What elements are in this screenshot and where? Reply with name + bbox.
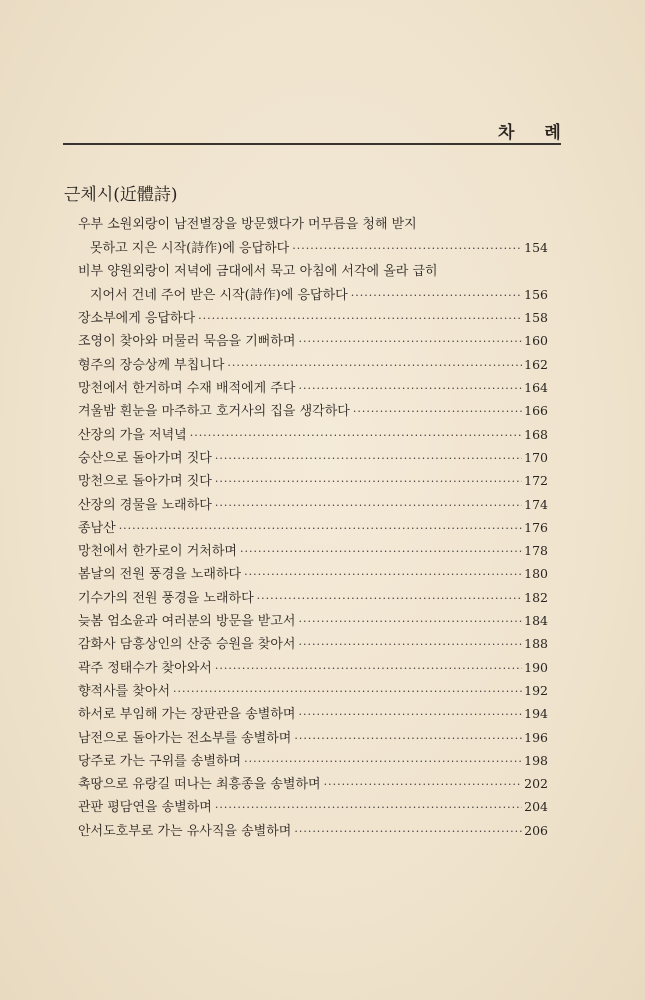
toc-entry: [78, 423, 548, 446]
toc-page-number: 156: [524, 286, 548, 302]
toc-entry-continuation: [78, 283, 548, 306]
dot-leader: [294, 820, 522, 843]
toc-entry-title: 촉땅으로 유랑길 떠나는 최흥종을 송별하며: [78, 777, 321, 793]
dot-leader: [215, 494, 522, 517]
toc-page-number: 168: [524, 426, 548, 442]
dot-leader: [215, 470, 522, 493]
toc-page-number: 158: [524, 310, 548, 326]
toc-entry: [78, 539, 548, 562]
toc-page-number: 188: [524, 636, 548, 652]
dot-leader: [215, 657, 522, 680]
toc-page-number: 196: [524, 729, 548, 745]
toc-entry-title: 곽주 정태수가 찾아와서: [78, 660, 212, 676]
toc-page-number: 162: [524, 356, 548, 372]
dot-leader: [244, 750, 522, 773]
toc-page-number: 164: [524, 380, 548, 396]
toc-entry-title: 비부 양원외랑이 저녁에 금대에서 묵고 아침에 서각에 올라 급히: [78, 263, 438, 279]
toc-entry-title: 당주로 가는 구위를 송별하며: [78, 753, 242, 769]
dot-leader: [244, 563, 522, 586]
toc-entry: [78, 376, 548, 399]
toc-entry: [78, 819, 548, 842]
toc-entry-title: 늦봄 엄소윤과 여러분의 방문을 받고서: [78, 614, 296, 630]
toc-entry-title: 종남산: [78, 520, 116, 536]
dot-leader: [190, 424, 522, 447]
toc-entry: [78, 772, 548, 795]
dot-leader: [173, 680, 522, 703]
dot-leader: [353, 400, 522, 423]
toc-entry-title: 안서도호부로 가는 유사직을 송별하며: [78, 823, 292, 839]
toc-entry: [78, 353, 548, 376]
toc-page-number: 178: [524, 543, 548, 559]
toc-entry: [78, 260, 548, 283]
toc-entry-title: 형주의 장승상께 부칩니다: [78, 357, 225, 373]
toc-entry: [78, 749, 548, 772]
toc-entry: [78, 679, 548, 702]
toc-page-number: 202: [524, 776, 548, 792]
dot-leader: [215, 796, 522, 819]
toc-entry: [78, 562, 548, 585]
toc-entry-title: 하서로 부임해 가는 장판관을 송별하며: [78, 707, 296, 723]
toc-page-number: 190: [524, 659, 548, 675]
toc-entry-title: 산장의 경물을 노래하다: [78, 497, 212, 513]
dot-leader: [215, 447, 522, 470]
toc-entry-title: 지어서 건네 주어 받은 시작(詩作)에 응답하다: [90, 287, 348, 303]
dot-leader: [257, 587, 522, 610]
toc-entry-title: 조영이 찾아와 머물러 묵음을 기뻐하며: [78, 334, 296, 350]
toc-page-number: 160: [524, 333, 548, 349]
toc-entry: [78, 795, 548, 818]
toc-entry: [78, 213, 548, 236]
header-rule: [63, 143, 561, 145]
toc-page-number: 180: [524, 566, 548, 582]
toc-entry-title: 기수가의 전원 풍경을 노래하다: [78, 590, 254, 606]
page-header-title: 차 례: [498, 123, 573, 143]
toc-entry: [78, 329, 548, 352]
toc-entry-title: 숭산으로 돌아가며 짓다: [78, 450, 212, 466]
dot-leader: [198, 307, 522, 330]
toc-entry-title: 관판 평담연을 송별하며: [78, 800, 212, 816]
dot-leader: [298, 330, 522, 353]
toc-entry-title: 감화사 담흥상인의 산중 승원을 찾아서: [78, 637, 296, 653]
toc-page-number: 204: [524, 799, 548, 815]
toc-entry-title: 산장의 가을 저녁녘: [78, 427, 187, 443]
dot-leader: [240, 540, 522, 563]
toc-page-number: 194: [524, 706, 548, 722]
toc-entry: [78, 586, 548, 609]
dot-leader: [298, 703, 522, 726]
toc-entry: [78, 656, 548, 679]
toc-entry-continuation: [78, 236, 548, 259]
toc-entry: [78, 726, 548, 749]
dot-leader: [227, 354, 522, 377]
toc-entry: [78, 632, 548, 655]
toc-entry: [78, 306, 548, 329]
dot-leader: [292, 237, 522, 260]
toc-entry-title: 봄날의 전원 풍경을 노래하다: [78, 567, 242, 583]
toc-page-number: 172: [524, 473, 548, 489]
toc-entry-title: 못하고 지은 시작(詩作)에 응답하다: [90, 241, 290, 257]
toc-entry: [78, 516, 548, 539]
dot-leader: [298, 377, 522, 400]
dot-leader: [351, 284, 522, 307]
toc-page-number: 184: [524, 613, 548, 629]
dot-leader: [294, 727, 522, 750]
toc-entry-title: 망천에서 한가로이 거처하며: [78, 544, 237, 560]
toc-entry-title: 우부 소원외랑이 남전별장을 방문했다가 머무름을 청해 받지: [78, 217, 417, 232]
section-title: 근체시(近體詩): [64, 185, 178, 205]
toc-entry-title: 향적사를 찾아서: [78, 683, 171, 699]
toc-page-number: 176: [524, 519, 548, 535]
toc-entry-title: 남전으로 돌아가는 전소부를 송별하며: [78, 730, 292, 746]
toc-page-number: 170: [524, 449, 548, 465]
dot-leader: [298, 633, 522, 656]
toc-entry-title: 겨울밤 흰눈을 마주하고 호거사의 집을 생각하다: [78, 404, 350, 420]
toc-entry: [78, 702, 548, 725]
toc-page-number: 174: [524, 496, 548, 512]
toc-page-number: 192: [524, 682, 548, 698]
toc-entry-title: 망천으로 돌아가며 짓다: [78, 474, 212, 490]
dot-leader: [119, 517, 522, 540]
dot-leader: [298, 610, 522, 633]
toc-entry: [78, 493, 548, 516]
toc-entry: [78, 446, 548, 469]
toc-entry: [78, 609, 548, 632]
toc-entry: [78, 399, 548, 422]
toc-page-number: 198: [524, 752, 548, 768]
toc-page-number: 206: [524, 822, 548, 838]
toc-entry: [78, 469, 548, 492]
toc-entry-title: 망천에서 한거하며 수재 배적에게 주다: [78, 381, 296, 397]
toc-page-number: 154: [524, 240, 548, 256]
toc-page-number: 166: [524, 403, 548, 419]
toc-entry-title: 장소부에게 응답하다: [78, 311, 196, 327]
table-of-contents: [78, 213, 548, 842]
toc-page-number: 182: [524, 589, 548, 605]
dot-leader: [324, 773, 522, 796]
